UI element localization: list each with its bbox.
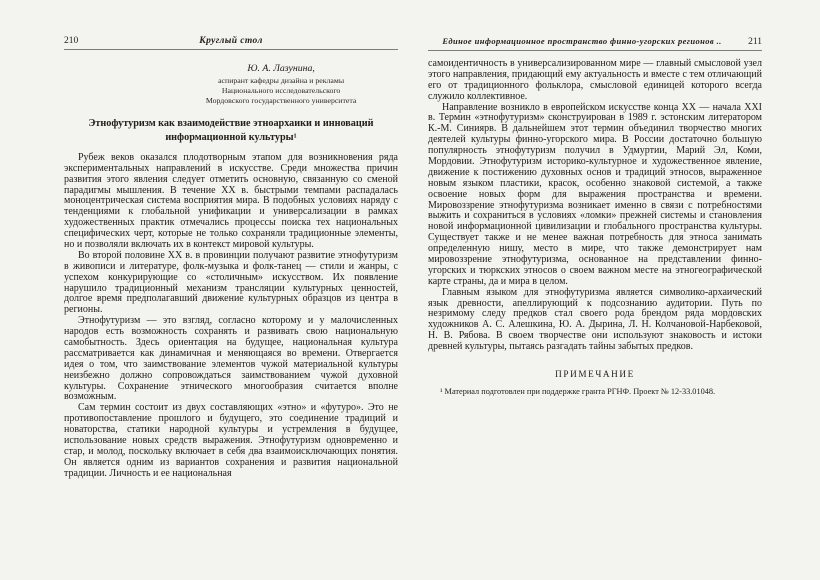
- author-affiliation-line-2: Национального исследовательского: [221, 86, 341, 96]
- right-paragraph-3: Главным языком для этнофутуризма является символико-архаический язык древности, апеллирующий к подсознанию аудитории. Путь по незримому следу предков стал своего рода брендом ряда мордовских художников А. С. Алешкина, Ю. А. Дырина, Л. Н. Колчановой-Нарбековой, Н. В. Рябова. В своем творчестве они используют знаковость и истоки древней культуры, пытаясь разгадать тайны забытых предков.: [428, 286, 762, 353]
- right-page-number: 211: [748, 37, 762, 47]
- author-affiliation-line-1: аспирант кафедры дизайна и рекламы: [218, 76, 345, 85]
- left-page-number: 210: [64, 36, 79, 46]
- right-running-header: [428, 36, 762, 51]
- author-name: Ю. А. Лазунина,: [247, 63, 315, 74]
- right-paragraph-2: Направление возникло в европейском искусстве конца XX — начала XXI в. Термин «этнофутуризм» сконструирован в 1989 г. эстонским литератором К.-М. Синиярв. В дальнейшем этот термин объединил творчество многих деятелей культуры финно-угорского мира. В России достаточно большую популярность этнофутуризм получил в Удмуртии, Марий Эл, Коми, Мордовии. Этнофутуризм историко-культурное и художественное явление, движение к постижению духовных основ и традиций этносов, выраженное новым языком пластики, красок, особенно знаковой системой, а также освоение новых форм для выражения пространства и времени. Мировоззрение этнофутуризма возникает именно в связи с потребностями выжить и сохраниться в условиях «ломки» прежней системы и становления новой информационной цивилизации и глобального пространства культуры. Существует также и не менее важная потребность для этноса занимать определенную нишу, место в мире, что также демонстрирует нам мировоззрение этнофутуризма, основанное на представлении финно-угорских и тюркских этносов о своем важном месте на этногеографической карте страны, да и мира в целом.: [428, 101, 762, 287]
- right-running-title: Единое информационное пространство финно-угорских регионов ..: [442, 36, 722, 46]
- left-running-header: [64, 36, 398, 50]
- note-heading: ПРИМЕЧАНИЕ: [555, 369, 635, 380]
- page-right: [428, 36, 762, 566]
- left-paragraph-2: Во второй половине XX в. в провинции получают развитие этнофутуризм в живописи и литературе, фолк-музыка и фолк-танец — стили и жанры, с успехом конкурирующие со «столичным» искусством. Их появление нарушило традиционный механизм трансляции культурных ценностей, долгое время предполагавший движение культурных образцов из центра в регионы.: [64, 249, 398, 316]
- author-affiliation-line-3: Мордовского государственного университета: [205, 96, 357, 106]
- left-paragraph-1: Рубеж веков оказался плодотворным этапом для возникновения ряда экспериментальных направлений в искусстве. Среди множества причин развития этого явления следует отметить основную, связанную со сменой парадигмы мышления. В течение XX в. быстрыми темпами распадалась моноцентрическая система восприятия мира. В подобных условиях наряду с тенденциями к глобальной унификации и универсализации в рамках художественных практик отмечались процессы поиска тех национальных специфических черт, которые не только сохраняли традиционные элементы, но и позволяли включать их в контекст мировой культуры.: [64, 151, 398, 250]
- author-block: [164, 63, 398, 106]
- page-left: [64, 36, 398, 566]
- article-title: Этнофутуризм как взаимодействие этноархаики и инноваций информационной культуры¹: [88, 118, 374, 143]
- right-paragraph-1: самоидентичность в универсализированном мире — главный смысловой узел этого направления, придающий ему актуальность и вместе с тем отличающий его от традиционного фольклора, смысловой единицей которого всегда служило коллективное.: [428, 58, 762, 102]
- left-paragraph-3: Этнофутуризм — это взгляд, согласно которому и у малочисленных народов есть возможность сохранять и развивать свою национальную самобытность. Здесь ориентация на будущее, национальная культура рассматривается как динамичная и меняющаяся во времени. Отвергается идея о том, что заимствование элементов чужой материальной культуры неизбежно должно сопровождаться заимствованием чужой духовной культуры. Сохранение этнического многообразия считается вполне возможным.: [64, 315, 398, 403]
- footnote-text: ¹ Материал подготовлен при поддержке гранта РГНФ. Проект № 12-33.01048.: [440, 387, 716, 397]
- left-paragraph-4: Сам термин состоит из двух составляющих «этно» и «футуро». Это не противопоставление прошлого и будущего, это соединение традиций и новаторства, статики народной культуры и устремления в будущее, использование новых средств выражения. Этнофутуризм одновременно и стар, и молод, поскольку включает в себя два взаимоисключающих понятия. Он является одним из вариантов сохранения и развития национальной традиции. Личность и ее национальная: [64, 402, 398, 479]
- left-running-title: Круглый стол: [199, 36, 263, 46]
